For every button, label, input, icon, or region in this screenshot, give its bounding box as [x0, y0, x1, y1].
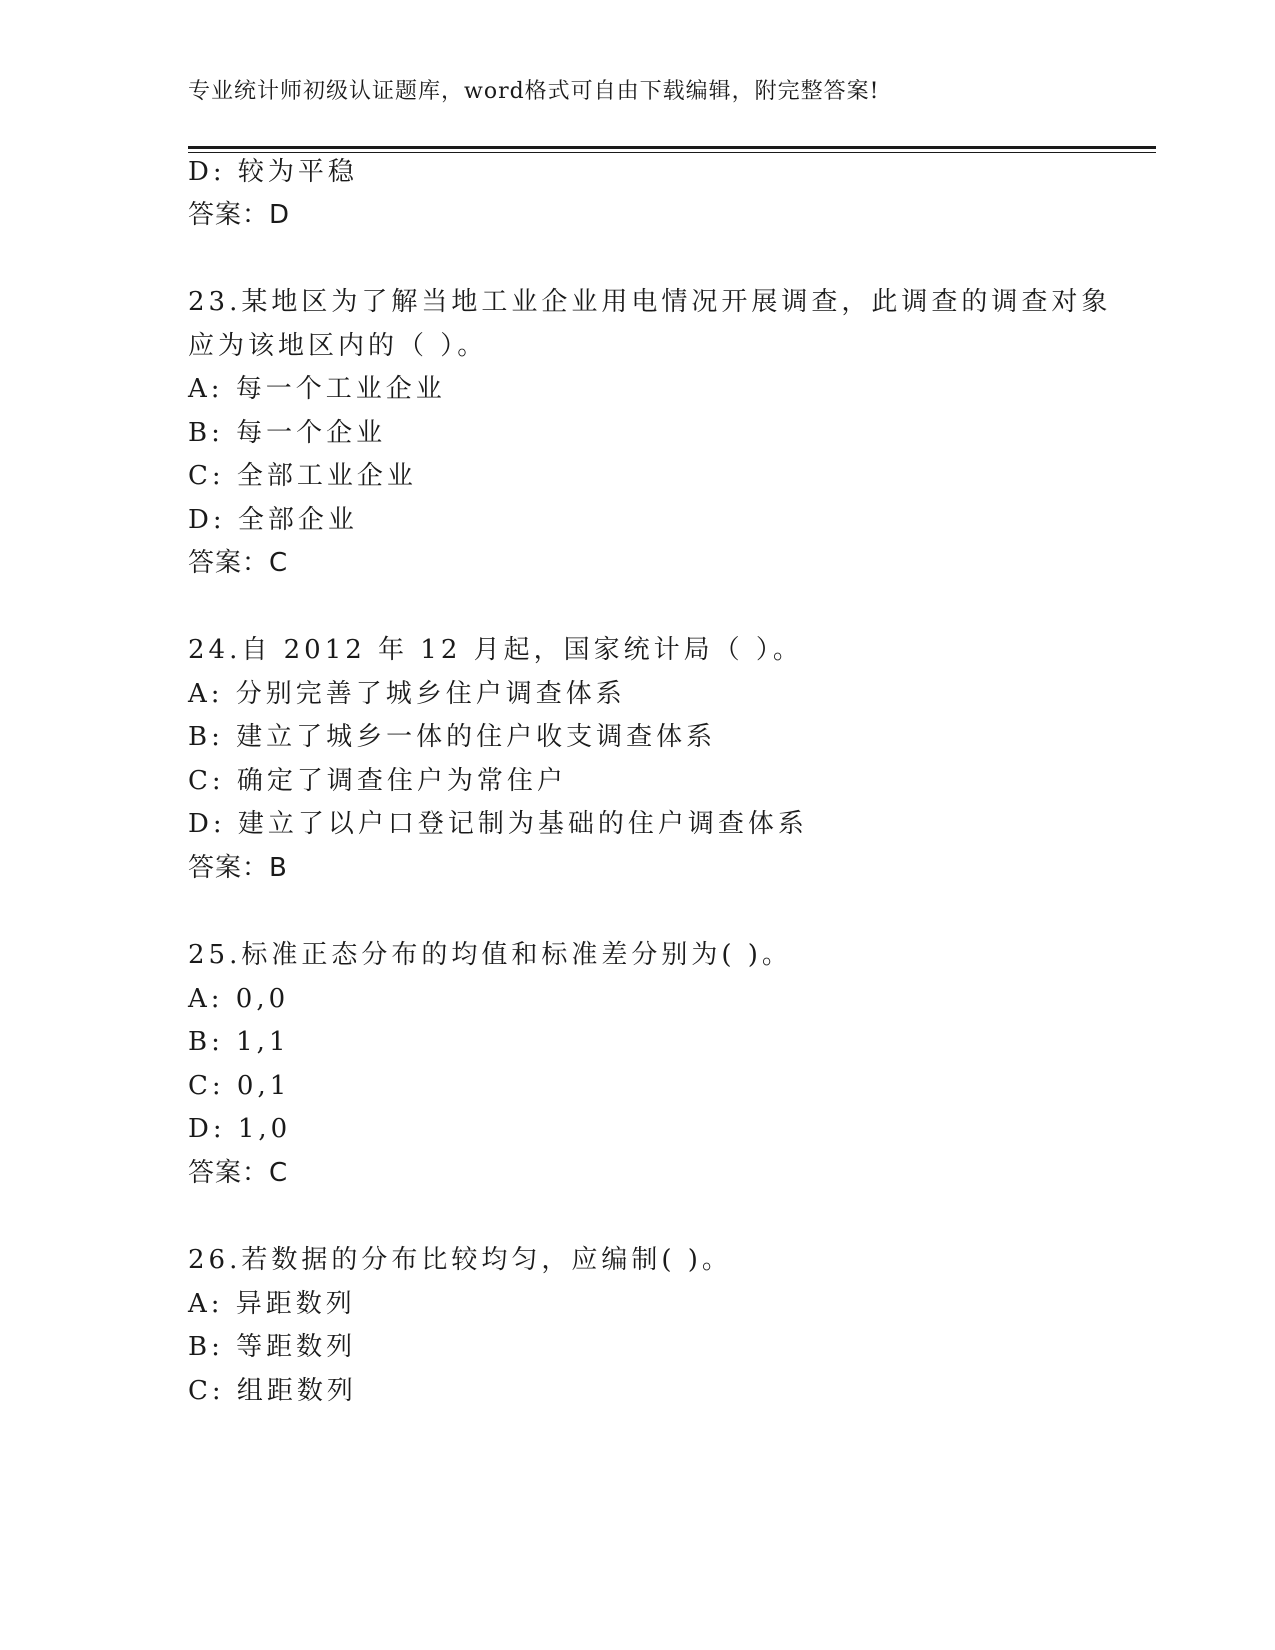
document-page	[188, 0, 1156, 1650]
q25-stem-line1: 25.标准正态分布的均值和标准差分别为( )。	[188, 940, 792, 970]
q25-answer: 答案：C	[188, 1158, 289, 1188]
q24-option-d: D: 建立了以户口登记制为基础的住户调查体系	[188, 809, 808, 839]
q23-option-b: B: 每一个企业	[188, 418, 387, 448]
q25-option-d: D: 1,0	[188, 1114, 292, 1144]
q26-option-a: A: 异距数列	[188, 1289, 356, 1319]
q24-option-c: C: 确定了调查住户为常住户	[188, 766, 567, 796]
q22-option-d: D: 较为平稳	[188, 157, 358, 187]
q24-option-a: A: 分别完善了城乡住户调查体系	[188, 679, 626, 709]
q24-option-b: B: 建立了城乡一体的住户收支调查体系	[188, 722, 717, 752]
q23-stem-line2: 应为该地区内的（ ）。	[188, 331, 488, 361]
q23-answer: 答案：C	[188, 548, 289, 578]
q24-stem-line1: 24.自 2012 年 12 月起，国家统计局（ ）。	[188, 635, 803, 665]
header-divider-thick	[188, 146, 1156, 149]
q25-option-b: B: 1,1	[188, 1027, 290, 1057]
q22-answer: 答案：D	[188, 200, 291, 230]
q23-option-d: D: 全部企业	[188, 505, 358, 535]
q24-answer: 答案：B	[188, 853, 288, 883]
q26-option-b: B: 等距数列	[188, 1332, 357, 1362]
q25-option-a: A: 0,0	[188, 984, 290, 1014]
q26-stem-line1: 26.若数据的分布比较均匀，应编制( )。	[188, 1245, 732, 1275]
page-header: 专业统计师初级认证题库，word格式可自由下载编辑，附完整答案!	[188, 79, 880, 104]
header-divider-thin	[188, 152, 1156, 153]
q23-option-c: C: 全部工业企业	[188, 461, 417, 491]
q25-option-c: C: 0,1	[188, 1071, 291, 1101]
q26-option-c: C: 组距数列	[188, 1376, 357, 1406]
q23-option-a: A: 每一个工业企业	[188, 374, 446, 404]
q23-stem-line1: 23.某地区为了解当地工业企业用电情况开展调查，此调查的调查对象	[188, 287, 1112, 317]
